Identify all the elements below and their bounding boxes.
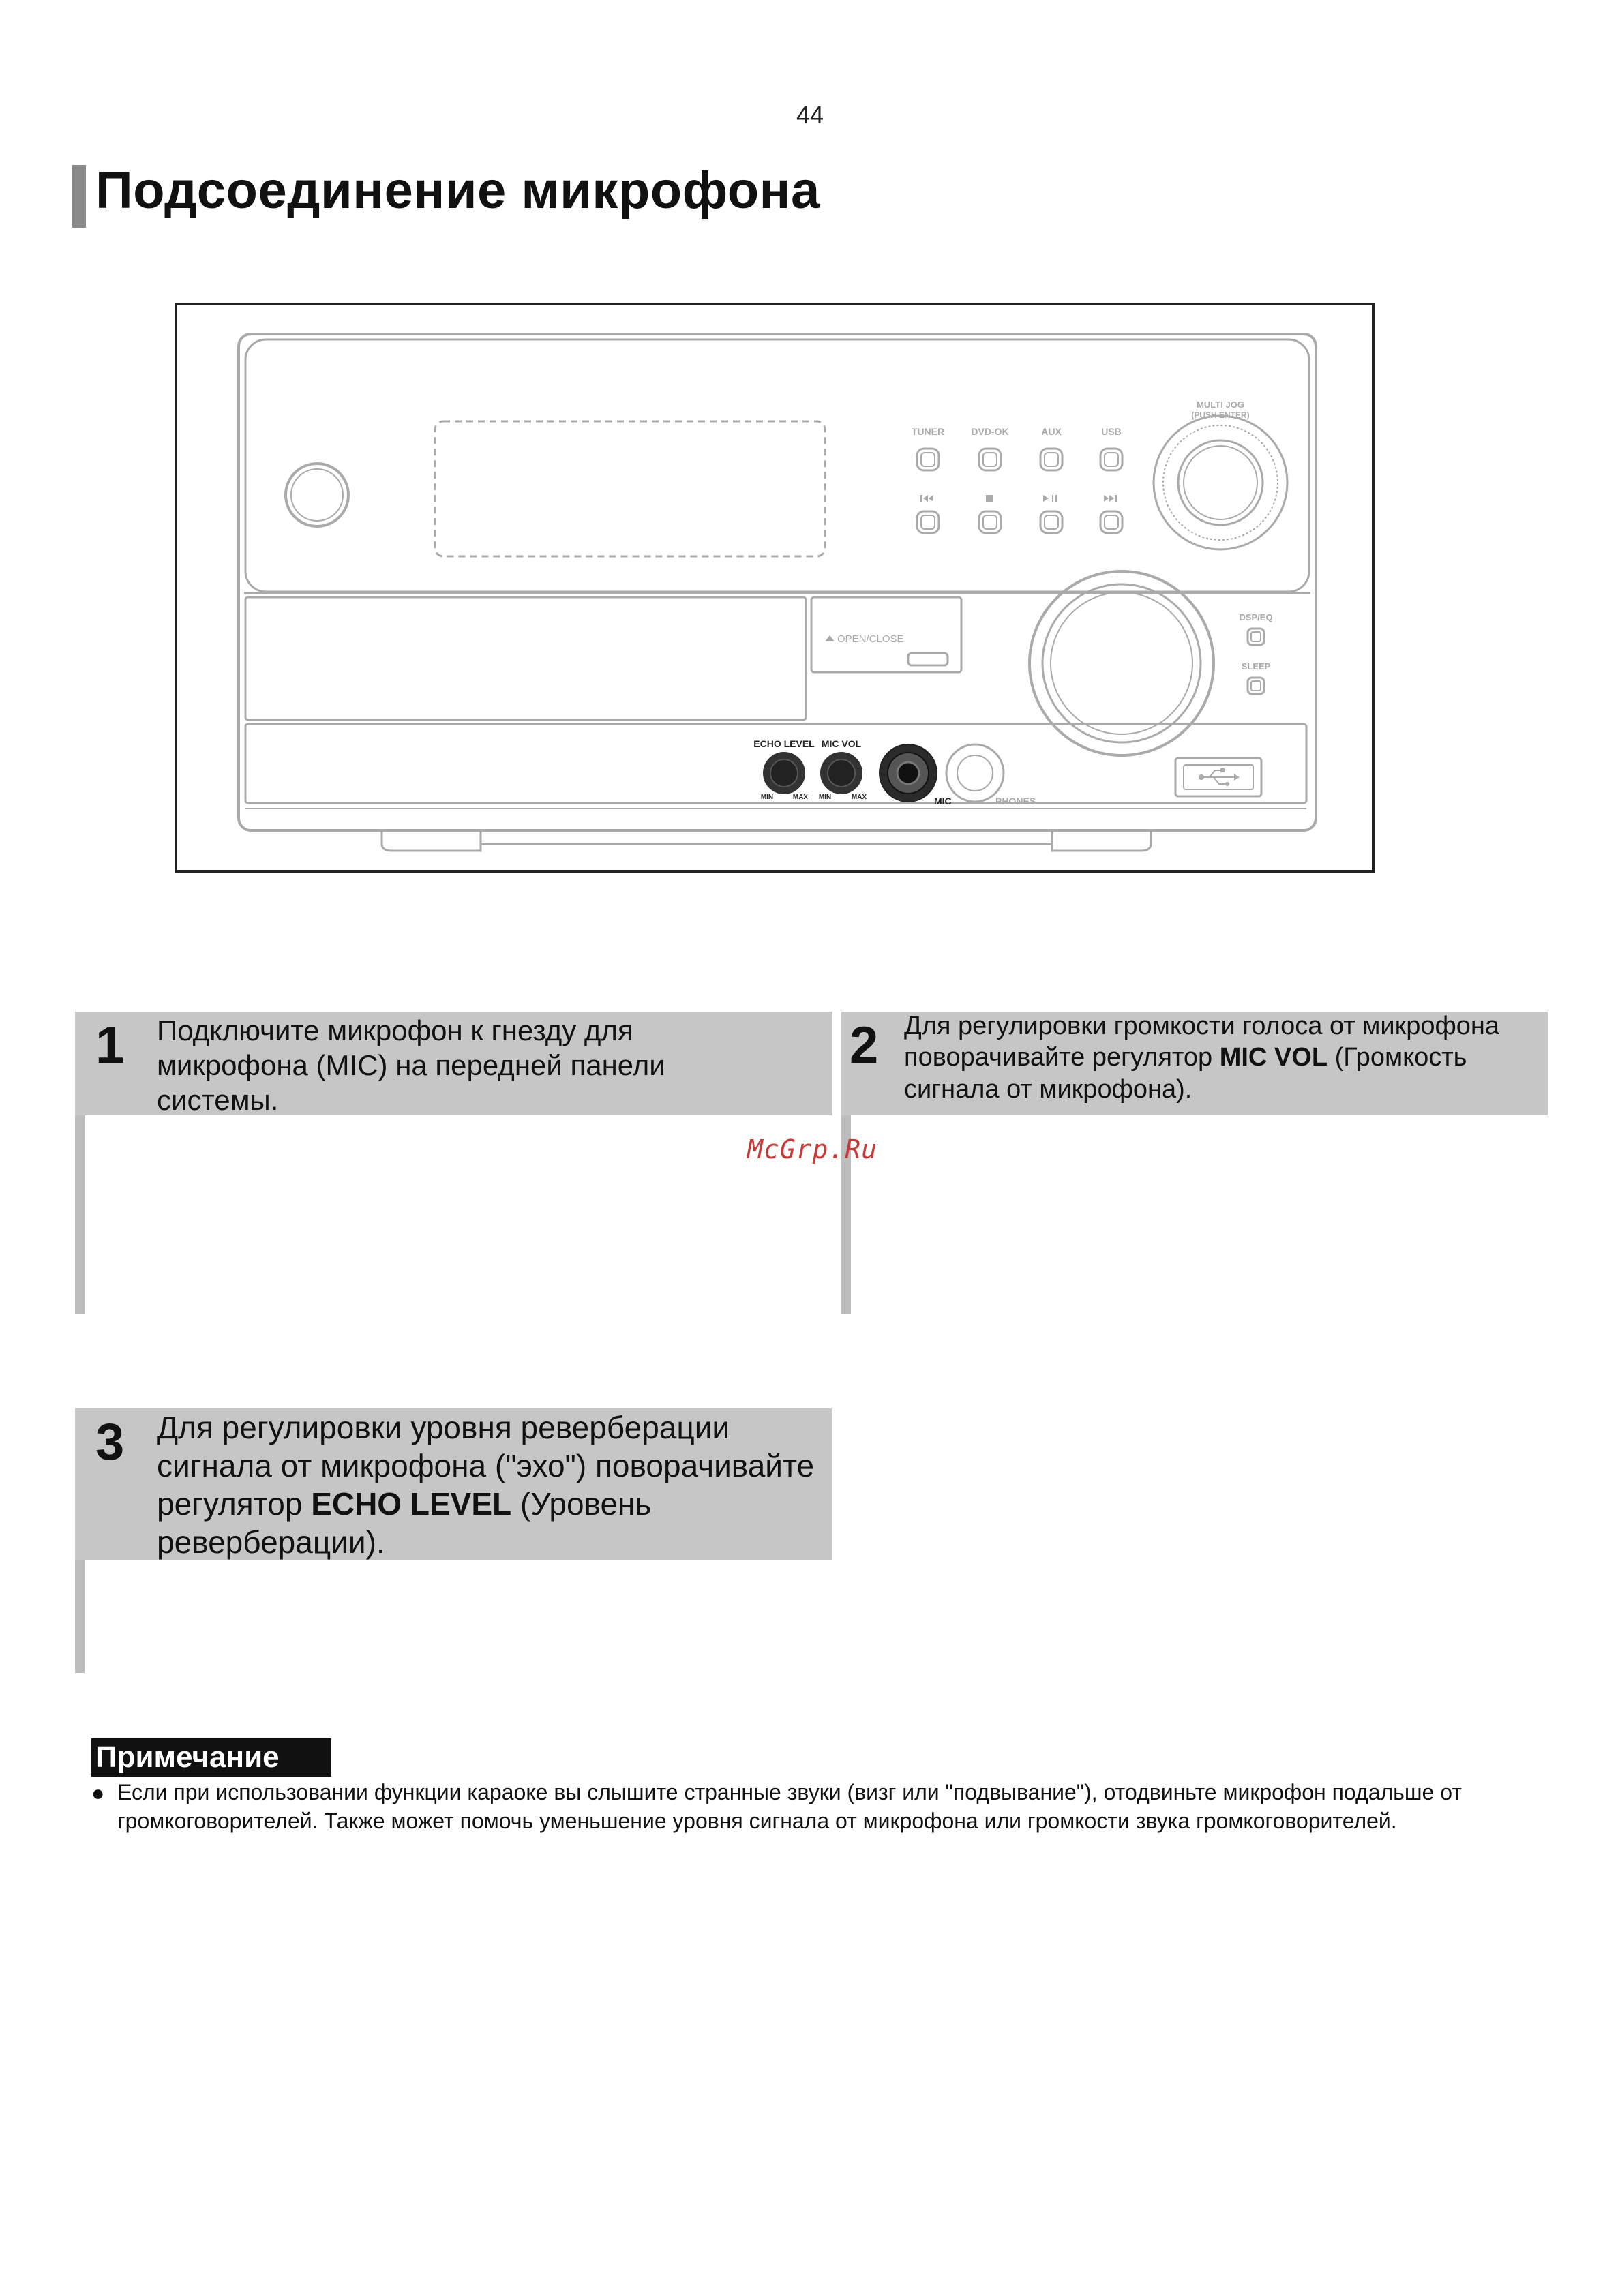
multi-jog-label: MULTI JOG: [1197, 399, 1244, 410]
step-1-text: Подключите микрофон к гнезду для микрофона (MIC) на передней панели системы.: [157, 1014, 665, 1117]
step-3-number: 3: [95, 1413, 125, 1471]
step-2-number: 2: [850, 1016, 879, 1074]
dvd-ok-button: [979, 449, 1001, 470]
front-panel-drawing: [177, 305, 1372, 870]
transport-icons: [920, 495, 1117, 502]
note-label: Примечание: [91, 1738, 331, 1777]
skip-back-icon: [920, 495, 933, 502]
usb-label: USB: [1101, 426, 1122, 437]
page-number: 44: [796, 101, 824, 129]
echo-max-label: MAX: [792, 794, 809, 801]
multi-jog-dial: [1154, 416, 1287, 549]
step-2-text-before: Для регулировки громкости голоса от микрофона поворачивайте регулятор: [904, 1012, 1499, 1072]
step-2-text-after: (Громкость сигнала от микрофона).: [904, 1043, 1467, 1104]
transport-buttons: [917, 511, 1122, 533]
right-foot: [1052, 830, 1151, 851]
page-title: Подсоединение микрофона: [95, 162, 820, 220]
step-2-text-bold: MIC VOL: [1219, 1043, 1328, 1072]
step-3-text: [157, 1408, 825, 1561]
upper-panel: [245, 339, 1309, 592]
note-bullet: ●: [91, 1781, 105, 1805]
device-front-panel-figure: [175, 303, 1375, 873]
play-pause-icon: [1043, 495, 1057, 502]
phones-jack: [946, 744, 1004, 802]
mic-jack-label: MIC: [934, 796, 952, 806]
aux-button: [1040, 449, 1062, 470]
mic-vol-max-label: MAX: [851, 794, 867, 801]
dsp-eq-label: DSP/EQ: [1239, 612, 1273, 622]
volume-knob: [1030, 571, 1214, 755]
mic-vol-min-label: MIN: [818, 794, 832, 801]
source-buttons: [917, 449, 1122, 470]
usb-icon: [1199, 768, 1240, 786]
skip-forward-icon: [1104, 495, 1117, 502]
tuner-label: TUNER: [911, 426, 945, 437]
push-enter-label: (PUSH ENTER): [1191, 410, 1250, 420]
aux-label: AUX: [1041, 426, 1062, 437]
watermark: McGrp.Ru: [747, 1134, 878, 1164]
disc-tray: [245, 597, 806, 720]
step-1-number: 1: [95, 1016, 125, 1074]
sleep-label: SLEEP: [1241, 661, 1271, 671]
echo-min-label: MIN: [760, 794, 774, 801]
display-window: [435, 421, 825, 556]
step-3-text-after: (Уровень реверберации).: [157, 1486, 652, 1560]
step-2-text: [904, 1010, 1538, 1105]
left-foot: [382, 830, 481, 851]
mic-vol-label: MIC VOL: [821, 738, 862, 749]
note-text: Если при использовании функции караоке вы слышите странные звуки (визг или "подвывание"), отодвиньте микрофон подальше от громкоговорителей. Также может помочь уменьшение уровня сигнала от микрофона или громкости звука громкоговорителей.: [117, 1780, 1462, 1833]
step-3-text-before: Для регулировки уровня реверберации сигнала от микрофона ("эхо") поворачивайте регулятор: [157, 1410, 815, 1522]
dvd-ok-label: DVD-OK: [971, 426, 1009, 437]
sleep-button: [1248, 678, 1264, 694]
usb-button: [1100, 449, 1122, 470]
echo-level-label: ECHO LEVEL: [753, 738, 815, 749]
dsp-eq-button: [1248, 629, 1264, 645]
power-button: [286, 464, 348, 526]
phones-label: PHONES: [995, 796, 1036, 806]
open-close-button: [908, 653, 948, 665]
title-accent-bar: [72, 165, 86, 228]
stop-icon: [986, 495, 993, 502]
step-3-text-bold: ECHO LEVEL: [311, 1486, 512, 1522]
open-close-label: OPEN/CLOSE: [837, 633, 904, 645]
tuner-button: [917, 449, 939, 470]
eject-icon: [825, 635, 835, 641]
